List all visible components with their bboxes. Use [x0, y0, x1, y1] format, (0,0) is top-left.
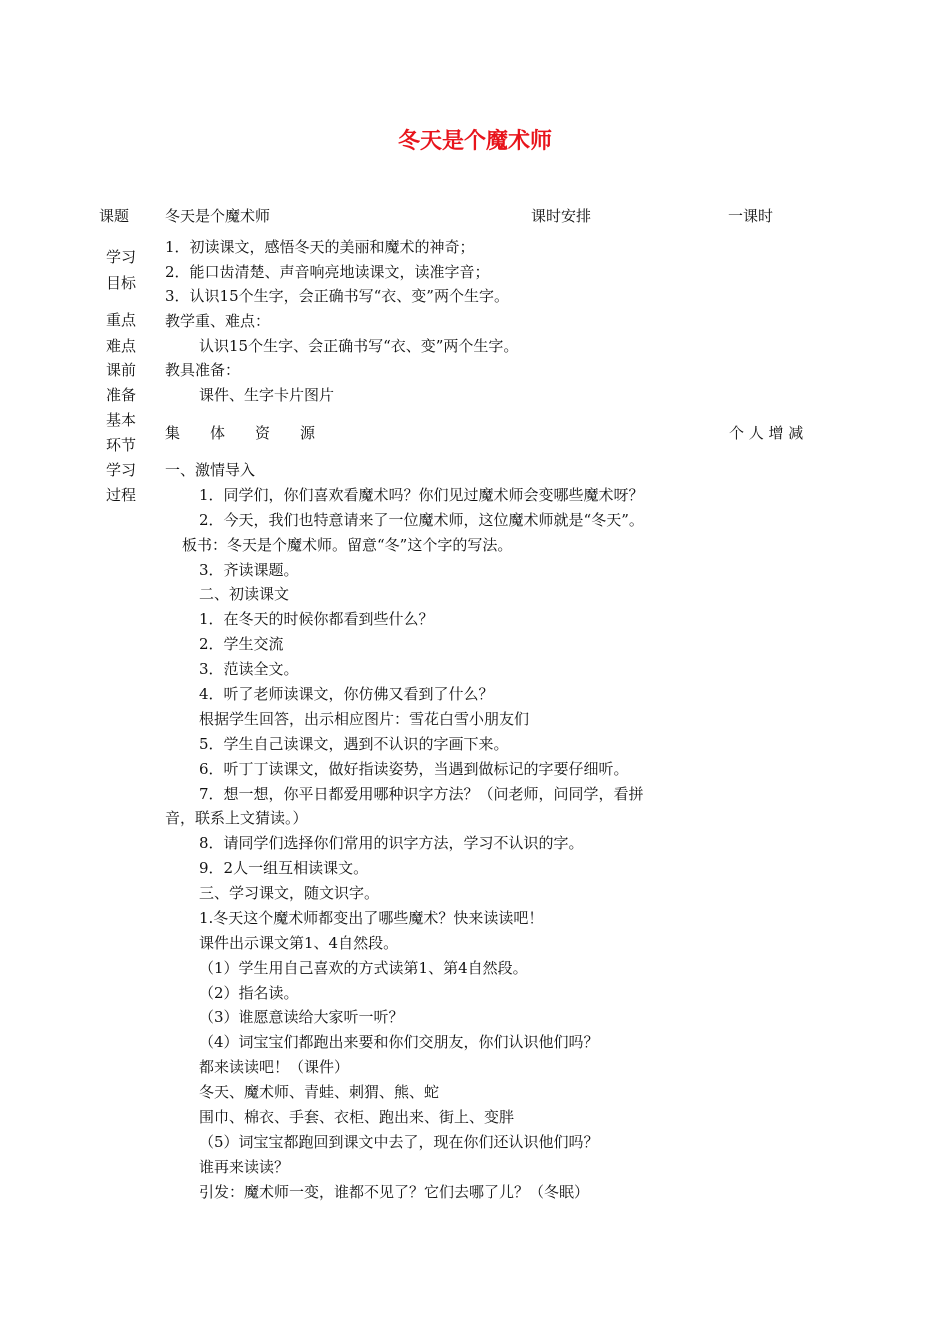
process-line: 8．请同学们选择你们常用的识字方法，学习不认识的字。 [199, 834, 584, 852]
schedule-label: 课时安排 [531, 207, 592, 225]
process-line: 2．学生交流 [199, 635, 284, 653]
goal-item: 1．初读课文，感悟冬天的美丽和魔术的神奇； [165, 238, 475, 256]
prep-heading: 教具准备： [165, 361, 241, 379]
process-line: 1．在冬天的时候你都看到些什么？ [199, 610, 434, 628]
prep-content: 课件、生字卡片图片 [199, 386, 335, 404]
process-line: （5）词宝宝都跑回到课文中去了，现在你们还认识他们吗？ [199, 1133, 599, 1151]
process-line: 1．同学们，你们喜欢看魔术吗？你们见过魔术师会变哪些魔术呀？ [199, 486, 644, 504]
process-line: 3．齐读课题。 [199, 561, 299, 579]
process-line: 1.冬天这个魔术师都变出了哪些魔术？快来读读吧！ [199, 909, 544, 927]
page-title: 冬天是个魔术师 [397, 128, 552, 154]
process-line: 课件出示课文第1、4自然段。 [199, 934, 399, 952]
side-label-learning: 学习 [106, 461, 137, 479]
focus-heading: 教学重、难点： [165, 312, 271, 330]
process-line: 冬天、魔术师、青蛙、刺猬、熊、蛇 [199, 1083, 440, 1101]
focus-content: 认识15个生字、会正确书写“衣、变”两个生字。 [199, 337, 519, 355]
process-line: 都来读读吧！（课件） [199, 1058, 350, 1076]
process-line: 根据学生回答，出示相应图片：雪花白雪小朋友们 [199, 710, 530, 728]
process-line: 谁再来读读？ [199, 1158, 290, 1176]
topic-label: 课题 [99, 207, 130, 225]
side-label-study: 学习 [106, 248, 137, 266]
process-line: 7．想一想，你平日都爱用哪种识字方法？（问老师，问同学，看拼 [199, 785, 644, 803]
process-line: 二、初读课文 [199, 585, 290, 603]
side-label-before-class: 课前 [106, 361, 137, 379]
process-line: 围巾、棉衣、手套、衣柜、跑出来、街上、变胖 [199, 1108, 515, 1126]
process-line: 6．听丁丁读课文，做好指读姿势，当遇到做标记的字要仔细听。 [199, 760, 629, 778]
process-line: 引发：魔术师一变，谁都不见了？它们去哪了儿？（冬眠） [199, 1183, 590, 1201]
process-line: 一、激情导入 [165, 461, 256, 479]
process-line: 4．听了老师读课文，你仿佛又看到了什么？ [199, 685, 494, 703]
topic-value: 冬天是个魔术师 [165, 207, 271, 225]
process-line: 板书：冬天是个魔术师。留意“冬”这个字的写法。 [182, 536, 513, 554]
side-label-process: 过程 [106, 486, 137, 504]
schedule-value: 一课时 [728, 207, 774, 225]
collective-resources-header: 集 体 资 源 [165, 424, 316, 442]
process-line: 音，联系上文猜读。） [165, 809, 308, 827]
process-line: 3．范读全文。 [199, 660, 299, 678]
process-line: 2．今天，我们也特意请来了一位魔术师，这位魔术师就是“冬天”。 [199, 511, 644, 529]
side-label-preparation: 准备 [106, 386, 137, 404]
goal-item: 2．能口齿清楚、声音响亮地读课文，读准字音； [165, 263, 490, 281]
side-label-focus: 重点 [106, 311, 137, 329]
process-line: 三、学习课文，随文识字。 [199, 884, 380, 902]
side-label-basic: 基本 [106, 411, 137, 429]
process-line: 9．2人一组互相读课文。 [199, 859, 369, 877]
side-label-difficulty: 难点 [106, 337, 137, 355]
personal-adjust-header: 个 人 增 减 [729, 424, 804, 442]
side-label-stage: 环节 [106, 436, 137, 454]
process-line: （1）学生用自己喜欢的方式读第1、第4自然段。 [199, 959, 528, 977]
side-label-goal: 目标 [106, 274, 137, 292]
process-line: 5．学生自己读课文，遇到不认识的字画下来。 [199, 735, 509, 753]
goal-item: 3．认识15个生字，会正确书写“衣、变”两个生字。 [165, 287, 509, 305]
process-line: （2）指名读。 [199, 984, 299, 1002]
process-line: （4）词宝宝们都跑出来要和你们交朋友，你们认识他们吗？ [199, 1033, 599, 1051]
process-line: （3）谁愿意读给大家听一听？ [199, 1008, 404, 1026]
